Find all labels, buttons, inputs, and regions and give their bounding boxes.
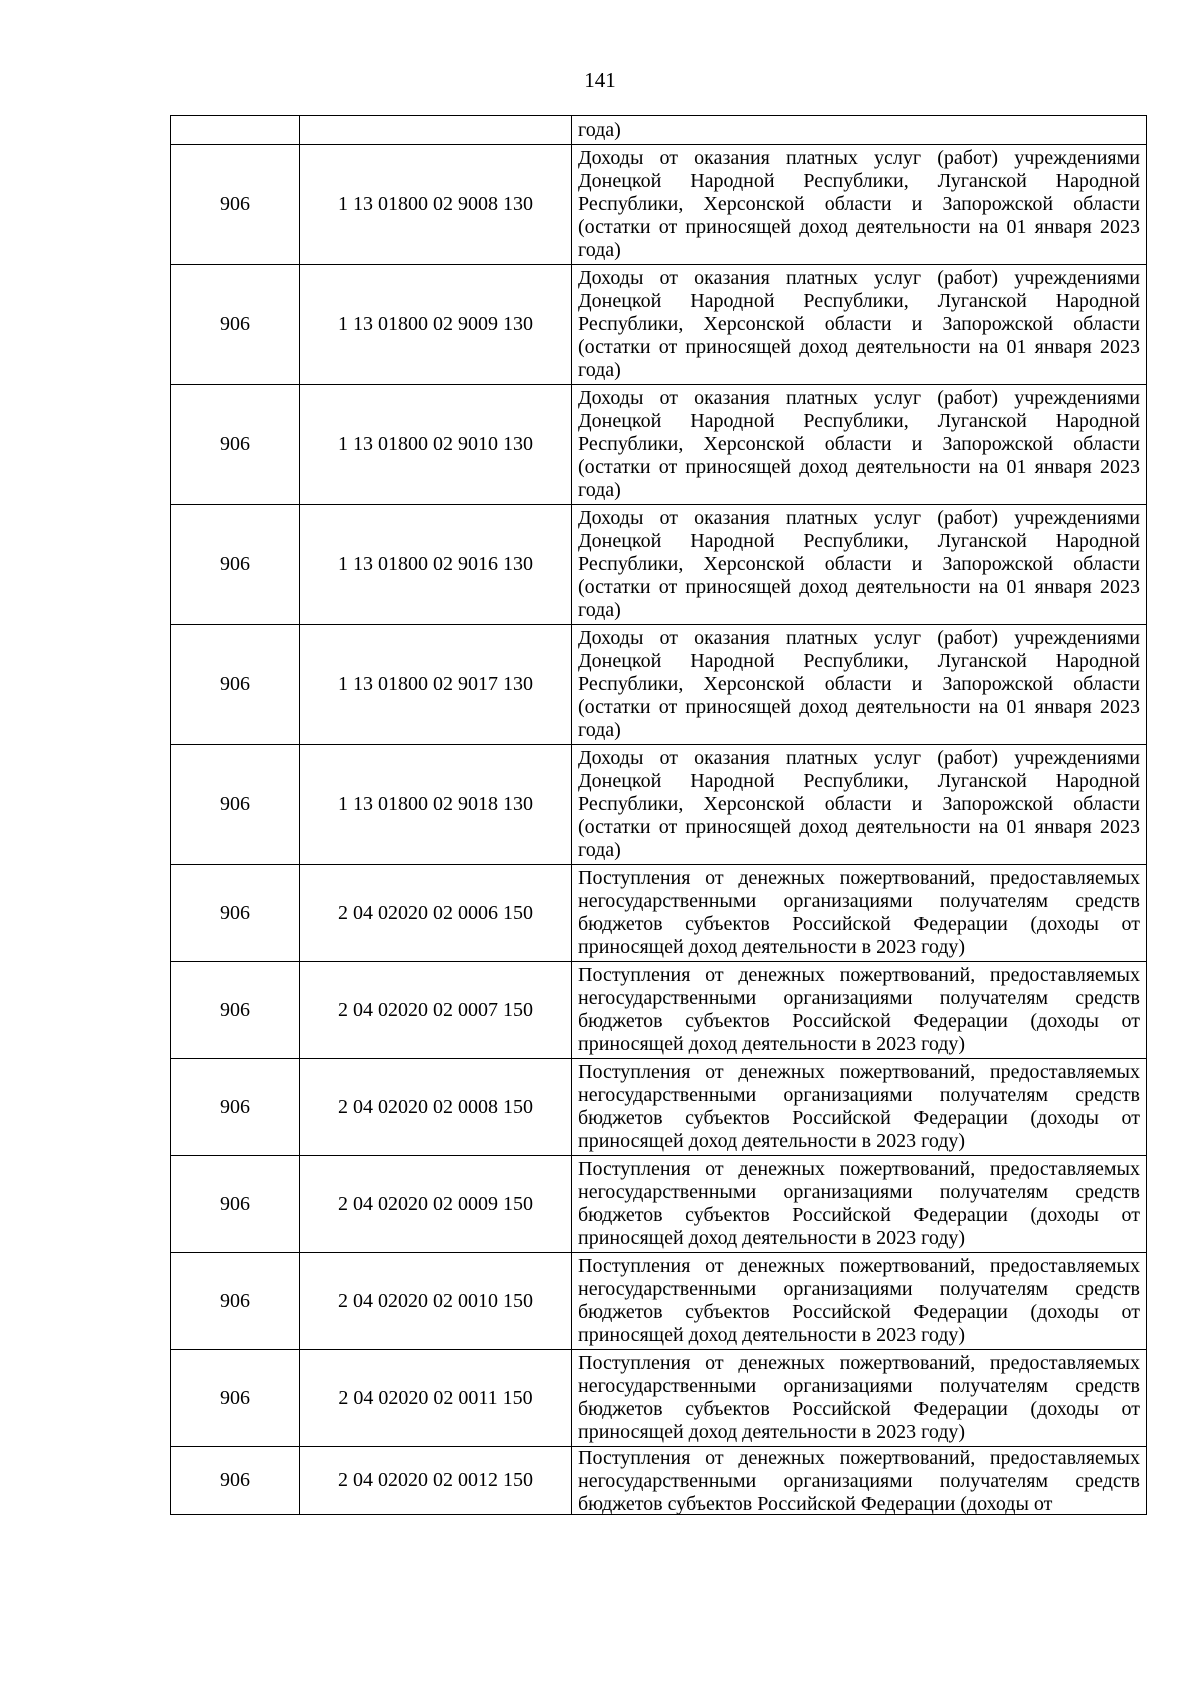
budget-code-cell: 1 13 01800 02 9017 130 xyxy=(300,625,572,745)
admin-code-cell: 906 xyxy=(171,145,300,265)
budget-code-cell: 1 13 01800 02 9009 130 xyxy=(300,265,572,385)
table-row-continuation xyxy=(171,116,1147,145)
revenue-name-cell: Поступления от денежных пожертвований, предоставляемых негосударственными организациями получателям средств бюджетов субъектов Российской Федерации (доходы от приносящей доход деятельности в 2023 году) xyxy=(572,865,1147,962)
revenue-name-cell: Доходы от оказания платных услуг (работ) учреждениями Донецкой Народной Республики, Луганской Народной Республики, Херсонской области и Запорожской области (остатки от приносящей доход деятельности на 01 января 2023 года) xyxy=(572,625,1147,745)
table-row xyxy=(171,962,1147,1059)
admin-code-cell: 906 xyxy=(171,625,300,745)
budget-code-cell: 2 04 02020 02 0010 150 xyxy=(300,1253,572,1350)
revenue-name-cell: Поступления от денежных пожертвований, предоставляемых негосударственными организациями получателям средств бюджетов субъектов Российской Федерации (доходы от приносящей доход деятельности в 2023 году) xyxy=(572,1350,1147,1447)
table-row xyxy=(171,505,1147,625)
revenue-table xyxy=(170,115,1147,1515)
admin-code-cell: 906 xyxy=(171,505,300,625)
budget-code-cell: 2 04 02020 02 0012 150 xyxy=(300,1447,572,1515)
table-row xyxy=(171,745,1147,865)
admin-code-cell: 906 xyxy=(171,1350,300,1447)
revenue-name-cell: Доходы от оказания платных услуг (работ) учреждениями Донецкой Народной Республики, Луганской Народной Республики, Херсонской области и Запорожской области (остатки от приносящей доход деятельности на 01 января 2023 года) xyxy=(572,385,1147,505)
admin-code-cell: 906 xyxy=(171,1447,300,1515)
admin-code-cell: 906 xyxy=(171,962,300,1059)
revenue-name-cell: Доходы от оказания платных услуг (работ) учреждениями Донецкой Народной Республики, Луганской Народной Республики, Херсонской области и Запорожской области (остатки от приносящей доход деятельности на 01 января 2023 года) xyxy=(572,505,1147,625)
table-row-partial xyxy=(171,1447,1147,1515)
revenue-name-cell: Поступления от денежных пожертвований, предоставляемых негосударственными организациями получателям средств бюджетов субъектов Российской Федерации (доходы от приносящей доход деятельности в 2023 году) xyxy=(572,1059,1147,1156)
admin-code-cell: 906 xyxy=(171,1253,300,1350)
budget-code-cell: 1 13 01800 02 9008 130 xyxy=(300,145,572,265)
page-number: 141 xyxy=(584,68,616,92)
table-row xyxy=(171,1059,1147,1156)
budget-code-cell xyxy=(300,116,572,145)
budget-code-cell: 1 13 01800 02 9010 130 xyxy=(300,385,572,505)
revenue-name-cell: Доходы от оказания платных услуг (работ) учреждениями Донецкой Народной Республики, Луганской Народной Республики, Херсонской области и Запорожской области (остатки от приносящей доход деятельности на 01 января 2023 года) xyxy=(572,265,1147,385)
admin-code-cell: 906 xyxy=(171,1059,300,1156)
revenue-name-cell: Доходы от оказания платных услуг (работ) учреждениями Донецкой Народной Республики, Луганской Народной Республики, Херсонской области и Запорожской области (остатки от приносящей доход деятельности на 01 января 2023 года) xyxy=(572,745,1147,865)
revenue-name-text: Поступления от денежных пожертвований, предоставляемых негосударственными организациями получателям средств бюджетов субъектов Российской Федерации (доходы от xyxy=(578,1447,1140,1514)
budget-code-cell: 2 04 02020 02 0011 150 xyxy=(300,1350,572,1447)
admin-code-cell: 906 xyxy=(171,385,300,505)
table-row xyxy=(171,385,1147,505)
admin-code-cell: 906 xyxy=(171,745,300,865)
table-row xyxy=(171,865,1147,962)
revenue-name-cell: Поступления от денежных пожертвований, предоставляемых негосударственными организациями получателям средств бюджетов субъектов Российской Федерации (доходы от приносящей доход деятельности в 2023 году) xyxy=(572,1156,1147,1253)
budget-code-cell: 2 04 02020 02 0006 150 xyxy=(300,865,572,962)
table-row xyxy=(171,625,1147,745)
table-row xyxy=(171,1156,1147,1253)
admin-code-cell: 906 xyxy=(171,265,300,385)
admin-code-cell: 906 xyxy=(171,865,300,962)
budget-code-cell: 2 04 02020 02 0007 150 xyxy=(300,962,572,1059)
revenue-name-cell: Поступления от денежных пожертвований, предоставляемых негосударственными организациями получателям средств бюджетов субъектов Российской Федерации (доходы от приносящей доход деятельности в 2023 году) xyxy=(572,962,1147,1059)
revenue-name-cell: года) xyxy=(572,116,1147,145)
table-row xyxy=(171,1350,1147,1447)
revenue-name-cell-truncated xyxy=(572,1447,1147,1515)
table-row xyxy=(171,145,1147,265)
budget-code-cell: 1 13 01800 02 9018 130 xyxy=(300,745,572,865)
revenue-name-cell: Доходы от оказания платных услуг (работ) учреждениями Донецкой Народной Республики, Луганской Народной Республики, Херсонской области и Запорожской области (остатки от приносящей доход деятельности на 01 января 2023 года) xyxy=(572,145,1147,265)
table-row xyxy=(171,265,1147,385)
budget-code-cell: 1 13 01800 02 9016 130 xyxy=(300,505,572,625)
admin-code-cell: 906 xyxy=(171,1156,300,1253)
revenue-name-cell: Поступления от денежных пожертвований, предоставляемых негосударственными организациями получателям средств бюджетов субъектов Российской Федерации (доходы от приносящей доход деятельности в 2023 году) xyxy=(572,1253,1147,1350)
budget-code-cell: 2 04 02020 02 0008 150 xyxy=(300,1059,572,1156)
admin-code-cell xyxy=(171,116,300,145)
budget-code-cell: 2 04 02020 02 0009 150 xyxy=(300,1156,572,1253)
table-row xyxy=(171,1253,1147,1350)
